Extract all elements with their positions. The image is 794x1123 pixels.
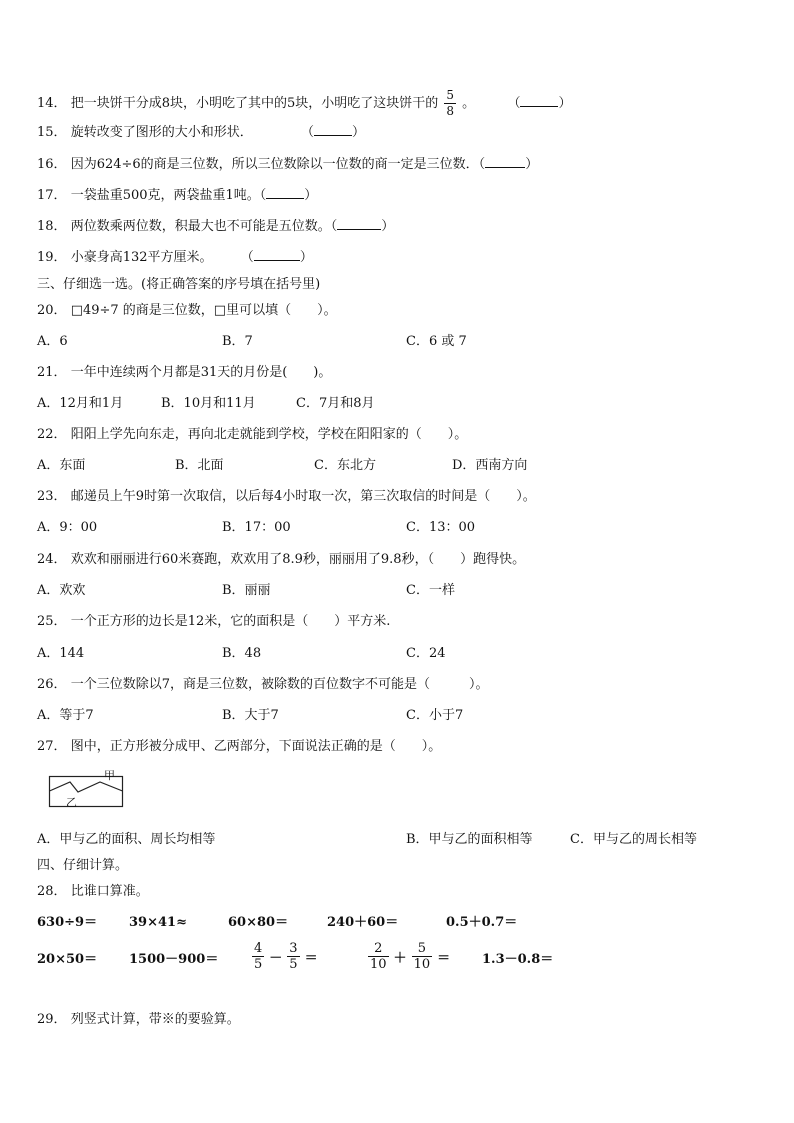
option-25-c[interactable]: C．24 xyxy=(406,646,446,661)
question-25: 25． 一个正方形的边长是12米，它的面积是（ ）平方米. xyxy=(37,614,391,629)
option-21-b[interactable]: B．10月和11月 xyxy=(161,396,256,411)
option-20-b[interactable]: B．7 xyxy=(222,334,253,349)
answer-blank-18[interactable] xyxy=(337,218,381,230)
question-18: 18． 两位数乘两位数，积最大也不可能是五位数。（ ） xyxy=(37,219,395,234)
answer-blank-19[interactable] xyxy=(254,249,300,261)
option-22-b[interactable]: B．北面 xyxy=(175,458,224,473)
option-22-a[interactable]: A．东面 xyxy=(37,458,86,473)
question-21: 21． 一年中连续两个月都是31天的月份是( )。 xyxy=(37,365,332,380)
question-23: 23． 邮递员上午9时第一次取信，以后每4小时取一次，第三次取信的时间是（ ）。 xyxy=(37,489,536,504)
option-24-c[interactable]: C．一样 xyxy=(406,583,455,598)
option-27-a[interactable]: A．甲与乙的面积、周长均相等 xyxy=(37,832,216,847)
option-27-c[interactable]: C．甲与乙的周长相等 xyxy=(570,832,697,847)
answer-blank-17[interactable] xyxy=(266,187,304,199)
question-19: 19． 小豪身高132平方厘米。 （ ） xyxy=(37,250,313,265)
answer-blank-15[interactable] xyxy=(314,124,352,136)
question-17: 17． 一袋盐重500克，两袋盐重1吨。（ ） xyxy=(37,188,318,203)
option-20-c[interactable]: C．6 或 7 xyxy=(406,334,467,349)
section-3-heading: 三、仔细选一选。(将正确答案的序号填在括号里) xyxy=(37,277,321,292)
calc-item: 20×50＝ xyxy=(37,952,98,967)
option-21-a[interactable]: A．12月和1月 xyxy=(37,396,124,411)
fraction-subtraction: $\frac{4}{5}$ － $\frac{3}{5}$ ＝ xyxy=(254,941,318,972)
option-26-b[interactable]: B．大于7 xyxy=(222,708,279,723)
option-26-a[interactable]: A．等于7 xyxy=(37,708,94,723)
option-21-c[interactable]: C．7月和8月 xyxy=(296,396,375,411)
question-14: 14． 把一块饼干分成8块，小明吃了其中的5块，小明吃了这块饼干的 $\frac{5}{8}$ 。 （ ） xyxy=(37,88,572,118)
question-26: 26． 一个三位数除以7，商是三位数，被除数的百位数字不可能是（ ）。 xyxy=(37,677,489,692)
calc-item: 60×80＝ xyxy=(228,915,289,930)
question-15: 15． 旋转改变了图形的大小和形状． （ ） xyxy=(37,125,366,140)
option-25-a[interactable]: A．144 xyxy=(37,646,85,661)
option-25-b[interactable]: B．48 xyxy=(222,646,262,661)
answer-blank-14[interactable] xyxy=(520,95,558,107)
question-29: 29． 列竖式计算，带※的要验算。 xyxy=(37,1012,240,1027)
option-23-c[interactable]: C．13：00 xyxy=(406,520,476,535)
calc-item: 39×41≈ xyxy=(129,915,187,930)
question-16: 16． 因为624÷6的商是三位数，所以三位数除以一位数的商一定是三位数．（ ） xyxy=(37,157,539,172)
calc-item: 240＋60＝ xyxy=(327,915,399,930)
section-4-heading: 四、仔细计算。 xyxy=(37,858,129,873)
calc-item: 630÷9＝ xyxy=(37,915,98,930)
fraction-addition: $\frac{2}{10}$ ＋ $\frac{5}{10}$ ＝ xyxy=(370,941,451,972)
option-24-a[interactable]: A．欢欢 xyxy=(37,583,86,598)
calc-item: 1.3－0.8＝ xyxy=(482,952,554,967)
option-23-a[interactable]: A．9：00 xyxy=(37,520,98,535)
figure-label-jia: 甲 xyxy=(104,769,115,782)
option-22-d[interactable]: D．西南方向 xyxy=(452,458,528,473)
option-24-b[interactable]: B．丽丽 xyxy=(222,583,271,598)
figure-label-yi: 乙 xyxy=(66,796,77,809)
calc-item: 0.5＋0.7＝ xyxy=(446,915,518,930)
question-20: 20． □49÷7 的商是三位数，□里可以填（ ）。 xyxy=(37,303,337,318)
option-20-a[interactable]: A．6 xyxy=(37,334,68,349)
option-22-c[interactable]: C．东北方 xyxy=(314,458,376,473)
answer-blank-16[interactable] xyxy=(485,156,525,168)
question-22: 22． 阳阳上学先向东走，再向北走就能到学校，学校在阳阳家的（ ）。 xyxy=(37,427,468,442)
calc-item: 1500－900＝ xyxy=(129,952,219,967)
question-28: 28． 比谁口算准。 xyxy=(37,884,149,899)
fraction-five-eighths: $\frac{5}{8}$ xyxy=(446,88,455,118)
question-27: 27． 图中，正方形被分成甲、乙两部分，下面说法正确的是（ ）。 xyxy=(37,739,442,754)
option-27-b[interactable]: B．甲与乙的面积相等 xyxy=(406,832,533,847)
option-26-c[interactable]: C．小于7 xyxy=(406,708,464,723)
question-24: 24． 欢欢和丽丽进行60米赛跑，欢欢用了8.9秒，丽丽用了9.8秒，（ ）跑得快。 xyxy=(37,552,526,567)
option-23-b[interactable]: B．17：00 xyxy=(222,520,291,535)
